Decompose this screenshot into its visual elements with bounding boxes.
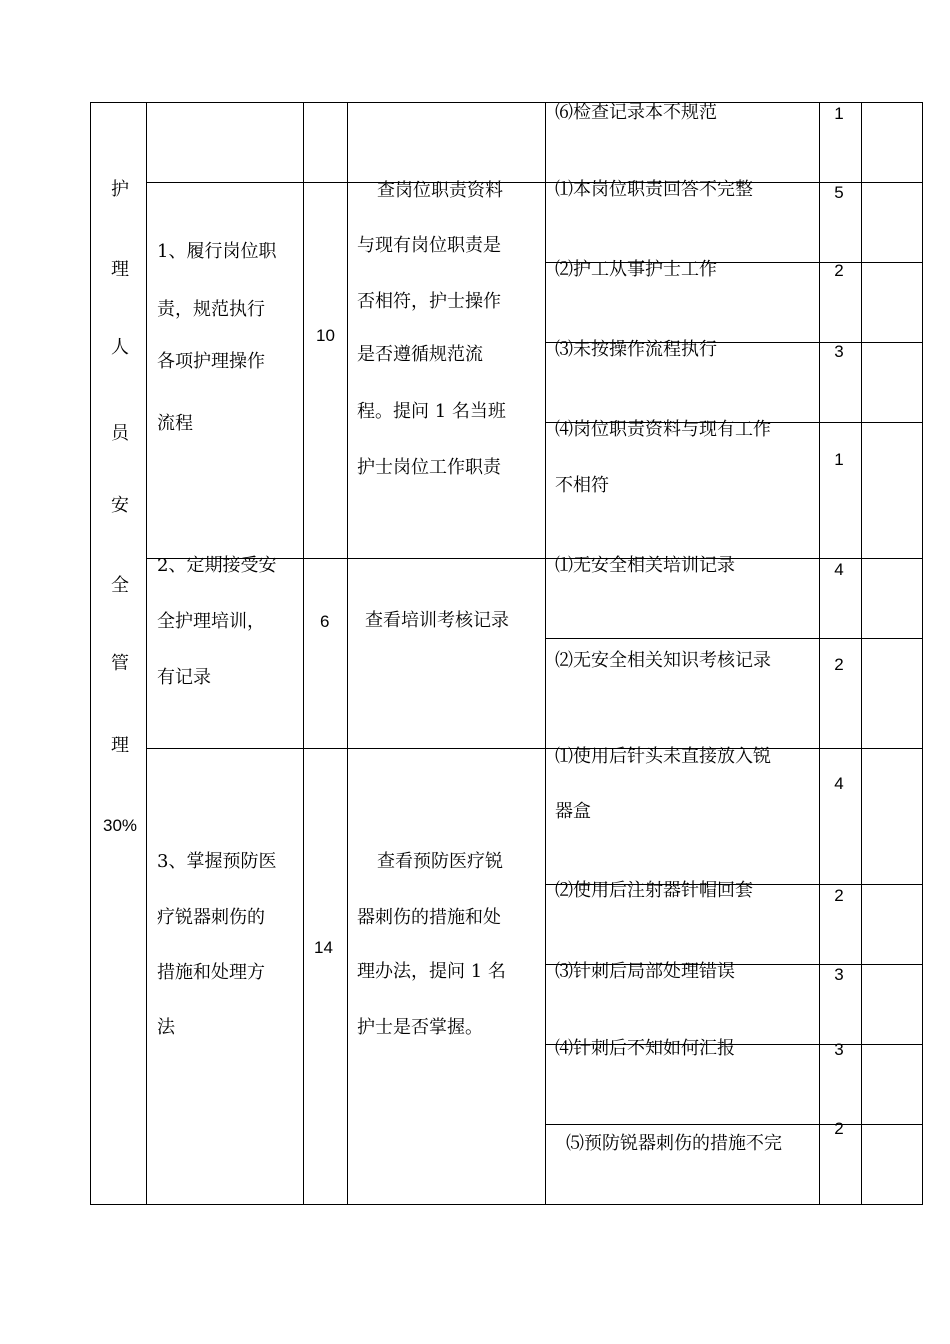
deduction-text: ⑴无安全相关培训记录	[555, 555, 735, 576]
row-divider	[546, 1124, 923, 1125]
category-char: 安	[111, 495, 129, 516]
deduction-text: ⑸预防锐器刺伤的措施不完	[566, 1133, 782, 1154]
row-divider	[146, 748, 923, 749]
item-text-line: 疗锐器刺伤的	[157, 907, 265, 928]
table-right-border	[922, 102, 923, 1205]
item-text-line: 1、履行岗位职	[157, 241, 277, 262]
deduction-text: ⑶针刺后局部处理错误	[555, 961, 735, 982]
table-left-border	[90, 102, 91, 1205]
item-text-line: 各项护理操作	[157, 351, 265, 372]
deduction-text: ⑷岗位职责资料与现有工作	[555, 419, 771, 440]
category-char: 人	[111, 337, 129, 358]
item-points: 14	[314, 938, 333, 957]
row-divider	[146, 182, 923, 183]
deduction-text: 器盒	[555, 801, 591, 822]
deduction-score: 4	[834, 774, 844, 793]
deduction-score: 3	[834, 1040, 844, 1059]
method-text-line: 查看培训考核记录	[365, 610, 509, 631]
deduction-score: 3	[834, 342, 844, 361]
deduction-score: 2	[834, 655, 844, 674]
category-char: 理	[111, 735, 129, 756]
category-weight: 30%	[102, 816, 138, 835]
deduction-text: ⑵护工从事护士工作	[555, 259, 717, 280]
column-divider	[146, 102, 147, 1205]
item-text-line: 2、定期接受安	[157, 555, 277, 576]
category-char: 护	[111, 179, 129, 200]
table-top-border	[90, 102, 923, 103]
deduction-score: 3	[834, 965, 844, 984]
column-divider	[545, 102, 546, 1205]
deduction-text: ⑷针刺后不知如何汇报	[555, 1038, 735, 1059]
item-text-line: 3、掌握预防医	[157, 851, 277, 872]
category-char: 理	[111, 259, 129, 280]
method-text-line: 器刺伤的措施和处	[357, 907, 501, 928]
deduction-text: ⑴使用后针头未直接放入锐	[555, 746, 771, 767]
deduction-score: 4	[834, 560, 844, 579]
column-divider	[303, 102, 304, 1205]
deduction-text: ⑹检查记录本不规范	[555, 102, 717, 123]
deduction-text: 不相符	[555, 475, 609, 496]
deduction-text: ⑵无安全相关知识考核记录	[555, 650, 771, 671]
method-text-line: 与现有岗位职责是	[357, 235, 501, 256]
deduction-score: 2	[834, 886, 844, 905]
item-text-line: 法	[157, 1017, 175, 1038]
method-text-line: 查岗位职责资料	[377, 180, 503, 201]
deduction-score: 1	[834, 104, 844, 123]
method-text-line: 理办法，提问 1 名	[357, 961, 506, 982]
row-divider	[546, 638, 923, 639]
method-text-line: 程。提问 1 名当班	[357, 401, 506, 422]
item-text-line: 责，规范执行	[157, 299, 265, 320]
deduction-score: 2	[834, 1119, 844, 1138]
category-char: 员	[111, 423, 129, 444]
item-text-line: 有记录	[157, 667, 211, 688]
category-char: 管	[111, 653, 129, 674]
deduction-score: 5	[834, 183, 844, 202]
column-divider	[861, 102, 862, 1205]
method-text-line: 护士是否掌握。	[357, 1017, 483, 1038]
deduction-score: 2	[834, 261, 844, 280]
deduction-text: ⑵使用后注射器针帽回套	[555, 880, 753, 901]
method-text-line: 是否遵循规范流	[357, 344, 483, 365]
item-points: 6	[320, 612, 330, 631]
item-text-line: 流程	[157, 413, 193, 434]
method-text-line: 否相符，护士操作	[357, 291, 501, 312]
column-divider	[347, 102, 348, 1205]
item-text-line: 全护理培训，	[157, 611, 265, 632]
deduction-text: ⑶未按操作流程执行	[555, 339, 717, 360]
deduction-score: 1	[834, 450, 844, 469]
item-points: 10	[316, 326, 335, 345]
table-bottom-border	[90, 1204, 923, 1205]
category-char: 全	[111, 575, 129, 596]
method-text-line: 护士岗位工作职责	[357, 457, 501, 478]
deduction-text: ⑴本岗位职责回答不完整	[555, 179, 753, 200]
item-text-line: 措施和处理方	[157, 962, 265, 983]
method-text-line: 查看预防医疗锐	[377, 851, 503, 872]
